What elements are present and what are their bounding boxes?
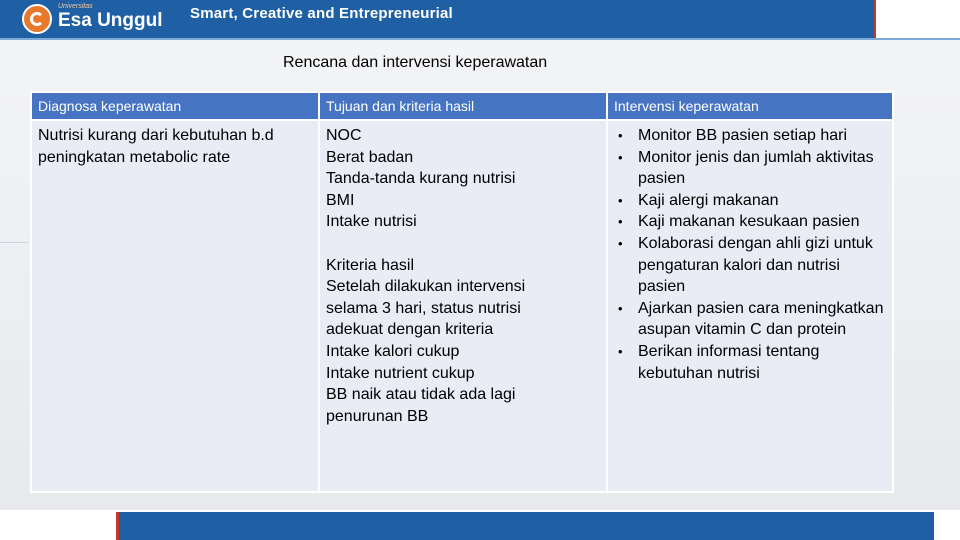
intervention-list: [614, 125, 886, 384]
interventions-cell: [607, 120, 893, 492]
banner-right-panel: [876, 0, 960, 38]
list-item: • Kaji alergi makanan: [638, 190, 886, 212]
brand-tagline: Smart, Creative and Entrepreneurial: [190, 5, 453, 22]
goal-line: Berat badan: [326, 148, 414, 166]
goal-line: Tanda-tanda kurang nutrisi: [326, 170, 516, 188]
list-item: • Monitor BB pasien setiap hari: [638, 125, 886, 147]
diagnosis-cell: [31, 120, 319, 492]
brand-name: Esa Unggul: [58, 10, 163, 31]
header-interventions: Intervensi keperawatan: [607, 92, 893, 120]
goals-cell: [319, 120, 607, 492]
bottom-banner: [0, 512, 960, 540]
diagnosis-line: Nutrisi kurang dari kebutuhan b.d: [38, 127, 274, 144]
list-item: • Monitor jenis dan jumlah aktivitas pasien: [638, 147, 886, 190]
criteria-line: Kriteria hasil: [326, 256, 415, 274]
criteria-line: selama 3 hari, status nutrisi: [326, 299, 521, 317]
goal-line: Intake nutrisi: [326, 213, 417, 231]
criteria-line: BB naik atau tidak ada lagi: [326, 386, 516, 404]
criteria-line: Intake nutrient cukup: [326, 364, 475, 382]
goal-line: BMI: [326, 191, 355, 209]
diagnosis-line: peningkatan metabolic rate: [38, 148, 231, 166]
list-item: • Kaji makanan kesukaan pasien: [638, 211, 886, 233]
header-diagnosis: Diagnosa keperawatan: [31, 92, 319, 120]
brand-prefix: Universitas: [58, 3, 93, 10]
list-item: • Berikan informasi tentang kebutuhan nutrisi: [638, 341, 886, 384]
goal-line: NOC: [326, 127, 362, 144]
bottom-divider: [116, 512, 119, 540]
bottom-right-tab: [934, 512, 960, 540]
list-item: • Kolaborasi dengan ahli gizi untuk pengaturan kalori dan nutrisi pasien: [638, 233, 886, 298]
bottom-left-panel: [0, 512, 116, 540]
criteria-line: penurunan BB: [326, 407, 429, 425]
criteria-line: Setelah dilakukan intervensi: [326, 278, 526, 296]
header-goals: Tujuan dan kriteria hasil: [319, 92, 607, 120]
criteria-line: Intake kalori cukup: [326, 342, 460, 360]
criteria-line: adekuat dengan kriteria: [326, 321, 494, 339]
decorative-line: [0, 242, 28, 243]
table-header-row: [31, 92, 893, 120]
table-row: [31, 120, 893, 492]
university-logo-icon: [22, 4, 52, 34]
slide-title: Rencana dan intervensi keperawatan: [283, 54, 548, 71]
nursing-care-plan-table: [30, 91, 894, 493]
list-item: • Ajarkan pasien cara meningkatkan asupan vitamin C dan protein: [638, 298, 886, 341]
